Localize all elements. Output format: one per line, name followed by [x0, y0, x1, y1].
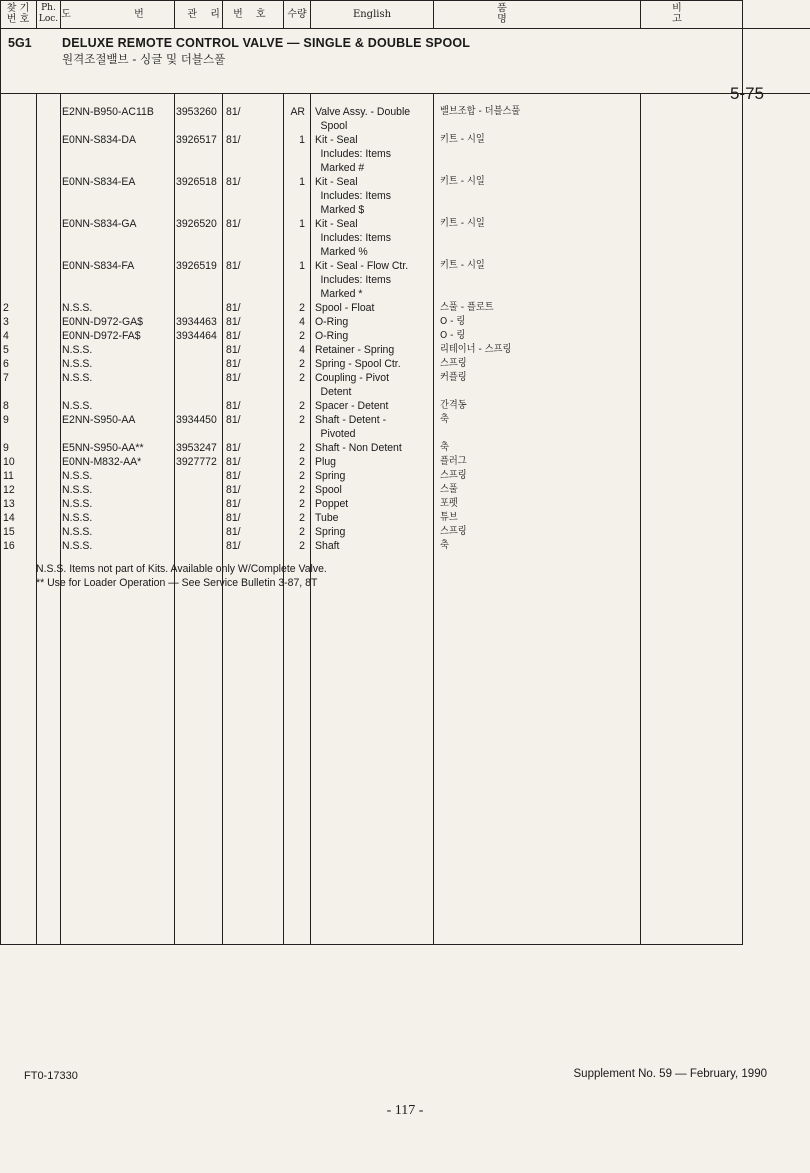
management-number: 3926520 — [176, 218, 217, 230]
quantity: 2 — [299, 526, 305, 538]
management-number: 3934450 — [176, 414, 217, 426]
english-description — [315, 511, 339, 525]
korean-description: 플러그 — [440, 456, 467, 467]
part-number: E2NN-S950-AA — [62, 414, 136, 426]
quantity: 2 — [299, 372, 305, 384]
model-code: 81/ — [226, 442, 241, 454]
model-code: 81/ — [226, 330, 241, 342]
korean-description: 스프링 — [440, 470, 467, 481]
english-description — [315, 455, 336, 469]
ref-number: 6 — [3, 358, 9, 370]
quantity: 2 — [299, 456, 305, 468]
model-code: 81/ — [226, 218, 241, 230]
english-description — [315, 301, 374, 315]
quantity: 4 — [299, 344, 305, 356]
part-number: N.S.S. — [62, 344, 93, 356]
description-line: Spring - Spool Ctr. — [315, 358, 401, 370]
quantity: 2 — [299, 484, 305, 496]
part-number: E0NN-D972-GA$ — [62, 316, 143, 328]
part-number: N.S.S. — [62, 484, 93, 496]
body-rule-ref-lower — [36, 610, 37, 944]
management-number: 3934464 — [176, 330, 217, 342]
description-line: Tube — [315, 512, 339, 524]
english-description — [315, 413, 386, 441]
part-number: N.S.S. — [62, 470, 93, 482]
model-code: 81/ — [226, 302, 241, 314]
part-number: E0NN-S834-EA — [62, 176, 136, 188]
description-line: Retainer - Spring — [315, 344, 395, 356]
description-line: Marked * — [320, 288, 363, 300]
part-number: N.S.S. — [62, 302, 93, 314]
body-rule-eng — [433, 93, 434, 944]
ref-number: 14 — [3, 512, 15, 524]
model-code: 81/ — [226, 344, 241, 356]
page-number-bottom: - 117 - — [386, 1103, 424, 1118]
english-description — [315, 525, 345, 539]
header-mgmt-no: 관 리 번 호 — [187, 8, 271, 20]
quantity: 1 — [299, 176, 305, 188]
ref-number: 5 — [3, 344, 9, 356]
korean-description: 포펫 — [440, 498, 458, 509]
korean-description: O - 링 — [440, 330, 466, 341]
model-code: 81/ — [226, 400, 241, 412]
english-description — [315, 217, 391, 259]
description-line: Kit - Seal — [315, 134, 358, 146]
body-rule-mgmt-b — [283, 93, 284, 944]
ref-number: 13 — [3, 498, 15, 510]
model-code: 81/ — [226, 512, 241, 524]
section-title: DELUXE REMOTE CONTROL VALVE — SINGLE & DOUBLE SPOOL — [62, 36, 471, 50]
management-number: 3953247 — [176, 442, 217, 454]
english-description — [315, 329, 348, 343]
description-line: Shaft - Non Detent — [315, 442, 402, 454]
model-code: 81/ — [226, 414, 241, 426]
description-line: Spring — [315, 526, 346, 538]
header-part-no: 도 번 — [61, 8, 174, 20]
part-number: E0NN-M832-AA* — [62, 456, 142, 468]
quantity: 2 — [299, 442, 305, 454]
body-rule-part — [174, 93, 175, 944]
description-line: Spacer - Detent — [315, 400, 389, 412]
part-number: N.S.S. — [62, 526, 93, 538]
description-line: Kit - Seal — [315, 176, 358, 188]
quantity: 2 — [299, 330, 305, 342]
description-line: Spool — [315, 484, 342, 496]
english-description — [315, 133, 391, 175]
quantity: 1 — [299, 134, 305, 146]
quantity: 2 — [299, 470, 305, 482]
quantity: 1 — [299, 218, 305, 230]
description-line: Plug — [315, 456, 336, 468]
description-line: Kit - Seal - Flow Ctr. — [315, 260, 409, 272]
description-line: Pivoted — [320, 428, 356, 440]
description-line: Marked $ — [320, 204, 365, 216]
section-code: 5G1 — [8, 36, 32, 50]
note-loader: ** Use for Loader Operation — See Service Bulletin 3-87, 8T — [36, 577, 318, 589]
description-line: Marked % — [320, 246, 368, 258]
english-description — [315, 371, 389, 399]
section-bottom-rule — [0, 93, 810, 94]
english-description — [315, 497, 348, 511]
model-code: 81/ — [226, 358, 241, 370]
english-description — [315, 539, 339, 553]
description-line: O-Ring — [315, 330, 349, 342]
model-code: 81/ — [226, 176, 241, 188]
ref-number: 7 — [3, 372, 9, 384]
part-number: N.S.S. — [62, 540, 93, 552]
model-code: 81/ — [226, 316, 241, 328]
ref-number: 4 — [3, 330, 9, 342]
part-number: N.S.S. — [62, 400, 93, 412]
description-line: Shaft - Detent - — [315, 414, 387, 426]
header-bottom-rule — [0, 28, 810, 29]
model-code: 81/ — [226, 456, 241, 468]
header-ph-loc: Ph. Loc. — [38, 3, 59, 24]
management-number: 3926517 — [176, 134, 217, 146]
description-line: Poppet — [315, 498, 349, 510]
part-number: E0NN-D972-FA$ — [62, 330, 141, 342]
part-number: E0NN-S834-FA — [62, 260, 135, 272]
description-line: Includes: Items — [320, 232, 392, 244]
korean-description: 축 — [440, 442, 449, 453]
english-description — [315, 399, 388, 413]
description-line: Kit - Seal — [315, 218, 358, 230]
description-line: Includes: Items — [320, 190, 392, 202]
korean-description: 리테이너 - 스프링 — [440, 344, 512, 355]
model-code: 81/ — [226, 498, 241, 510]
part-number: N.S.S. — [62, 358, 93, 370]
ref-number: 9 — [3, 442, 9, 454]
page-number-top: 5-75 — [729, 84, 764, 103]
description-line: Shaft — [315, 540, 340, 552]
body-rule-ph-lower — [60, 610, 61, 944]
header-korean: 품 명 — [497, 3, 577, 25]
korean-description: 커플링 — [440, 372, 467, 383]
korean-description: 스프링 — [440, 358, 467, 369]
quantity: 2 — [299, 302, 305, 314]
part-number: E0NN-S834-DA — [62, 134, 136, 146]
ref-number: 2 — [3, 302, 9, 314]
english-description — [315, 441, 402, 455]
description-line: Includes: Items — [320, 148, 392, 160]
korean-description: 밸브조합 - 더블스풀 — [440, 106, 521, 117]
document-code: FT0-17330 — [24, 1070, 78, 1082]
quantity: AR — [290, 106, 305, 118]
description-line: Spool — [320, 120, 348, 132]
management-number: 3926518 — [176, 176, 217, 188]
english-description — [315, 315, 348, 329]
model-code: 81/ — [226, 526, 241, 538]
body-rule-mgmt-a — [222, 93, 223, 944]
quantity: 4 — [299, 316, 305, 328]
part-number: N.S.S. — [62, 498, 93, 510]
korean-description: O - 링 — [440, 316, 466, 327]
korean-description: 키트 - 시일 — [440, 134, 485, 145]
english-description — [315, 343, 394, 357]
quantity: 2 — [299, 400, 305, 412]
model-code: 81/ — [226, 106, 241, 118]
korean-description: 스풀 - 플로트 — [440, 302, 494, 313]
part-number: E5NN-S950-AA** — [62, 442, 144, 454]
korean-description: 스풀 — [440, 484, 458, 495]
korean-description: 스프링 — [440, 526, 467, 537]
description-line: O-Ring — [315, 316, 349, 328]
section-korean-title: 원격조절밸브 - 싱글 및 더블스풀 — [62, 52, 226, 66]
management-number: 3927772 — [176, 456, 217, 468]
ref-number: 3 — [3, 316, 9, 328]
quantity: 2 — [299, 512, 305, 524]
korean-description: 축 — [440, 414, 449, 425]
model-code: 81/ — [226, 260, 241, 272]
body-rule-qty — [310, 93, 311, 944]
description-line: Valve Assy. - Double — [315, 106, 411, 118]
ref-number: 8 — [3, 400, 9, 412]
english-description — [315, 105, 410, 133]
quantity: 2 — [299, 358, 305, 370]
note-nss: N.S.S. Items not part of Kits. Available only W/Complete Valve. — [36, 563, 327, 575]
model-code: 81/ — [226, 470, 241, 482]
english-description — [315, 469, 345, 483]
english-description — [315, 483, 342, 497]
header-english: English — [352, 8, 392, 20]
header-remarks: 비 고 — [672, 3, 712, 25]
korean-description: 간격동 — [440, 400, 467, 411]
description-line: Spring — [315, 470, 346, 482]
quantity: 2 — [299, 540, 305, 552]
description-line: Detent — [320, 386, 352, 398]
korean-description: 키트 - 시일 — [440, 176, 485, 187]
english-description — [315, 175, 391, 217]
management-number: 3953260 — [176, 106, 217, 118]
description-line: Marked # — [320, 162, 365, 174]
ref-number: 16 — [3, 540, 15, 552]
part-number: E2NN-B950-AC11B — [62, 106, 154, 118]
part-number: N.S.S. — [62, 372, 93, 384]
header-ref-no: 찾 기 번 호 — [6, 3, 30, 25]
header-qty: 수량 — [287, 8, 307, 20]
ref-number: 12 — [3, 484, 15, 496]
korean-description: 키트 - 시일 — [440, 260, 485, 271]
ref-number: 15 — [3, 526, 15, 538]
model-code: 81/ — [226, 372, 241, 384]
part-number: E0NN-S834-GA — [62, 218, 137, 230]
quantity: 2 — [299, 498, 305, 510]
description-line: Includes: Items — [320, 274, 392, 286]
body-rule-kor — [640, 93, 641, 944]
quantity: 1 — [299, 260, 305, 272]
ref-number: 9 — [3, 414, 9, 426]
korean-description: 튜브 — [440, 512, 458, 523]
ref-number: 10 — [3, 456, 15, 468]
management-number: 3934463 — [176, 316, 217, 328]
model-code: 81/ — [226, 484, 241, 496]
description-line: Coupling - Pivot — [315, 372, 389, 384]
english-description — [315, 259, 408, 301]
description-line: Spool - Float — [315, 302, 375, 314]
ref-number: 11 — [3, 470, 14, 482]
korean-description: 축 — [440, 540, 449, 551]
korean-description: 키트 - 시일 — [440, 218, 485, 229]
management-number: 3926519 — [176, 260, 217, 272]
part-number: N.S.S. — [62, 512, 93, 524]
supplement-line: Supplement No. 59 — February, 1990 — [573, 1068, 767, 1080]
quantity: 2 — [299, 414, 305, 426]
model-code: 81/ — [226, 540, 241, 552]
model-code: 81/ — [226, 134, 241, 146]
english-description — [315, 357, 401, 371]
